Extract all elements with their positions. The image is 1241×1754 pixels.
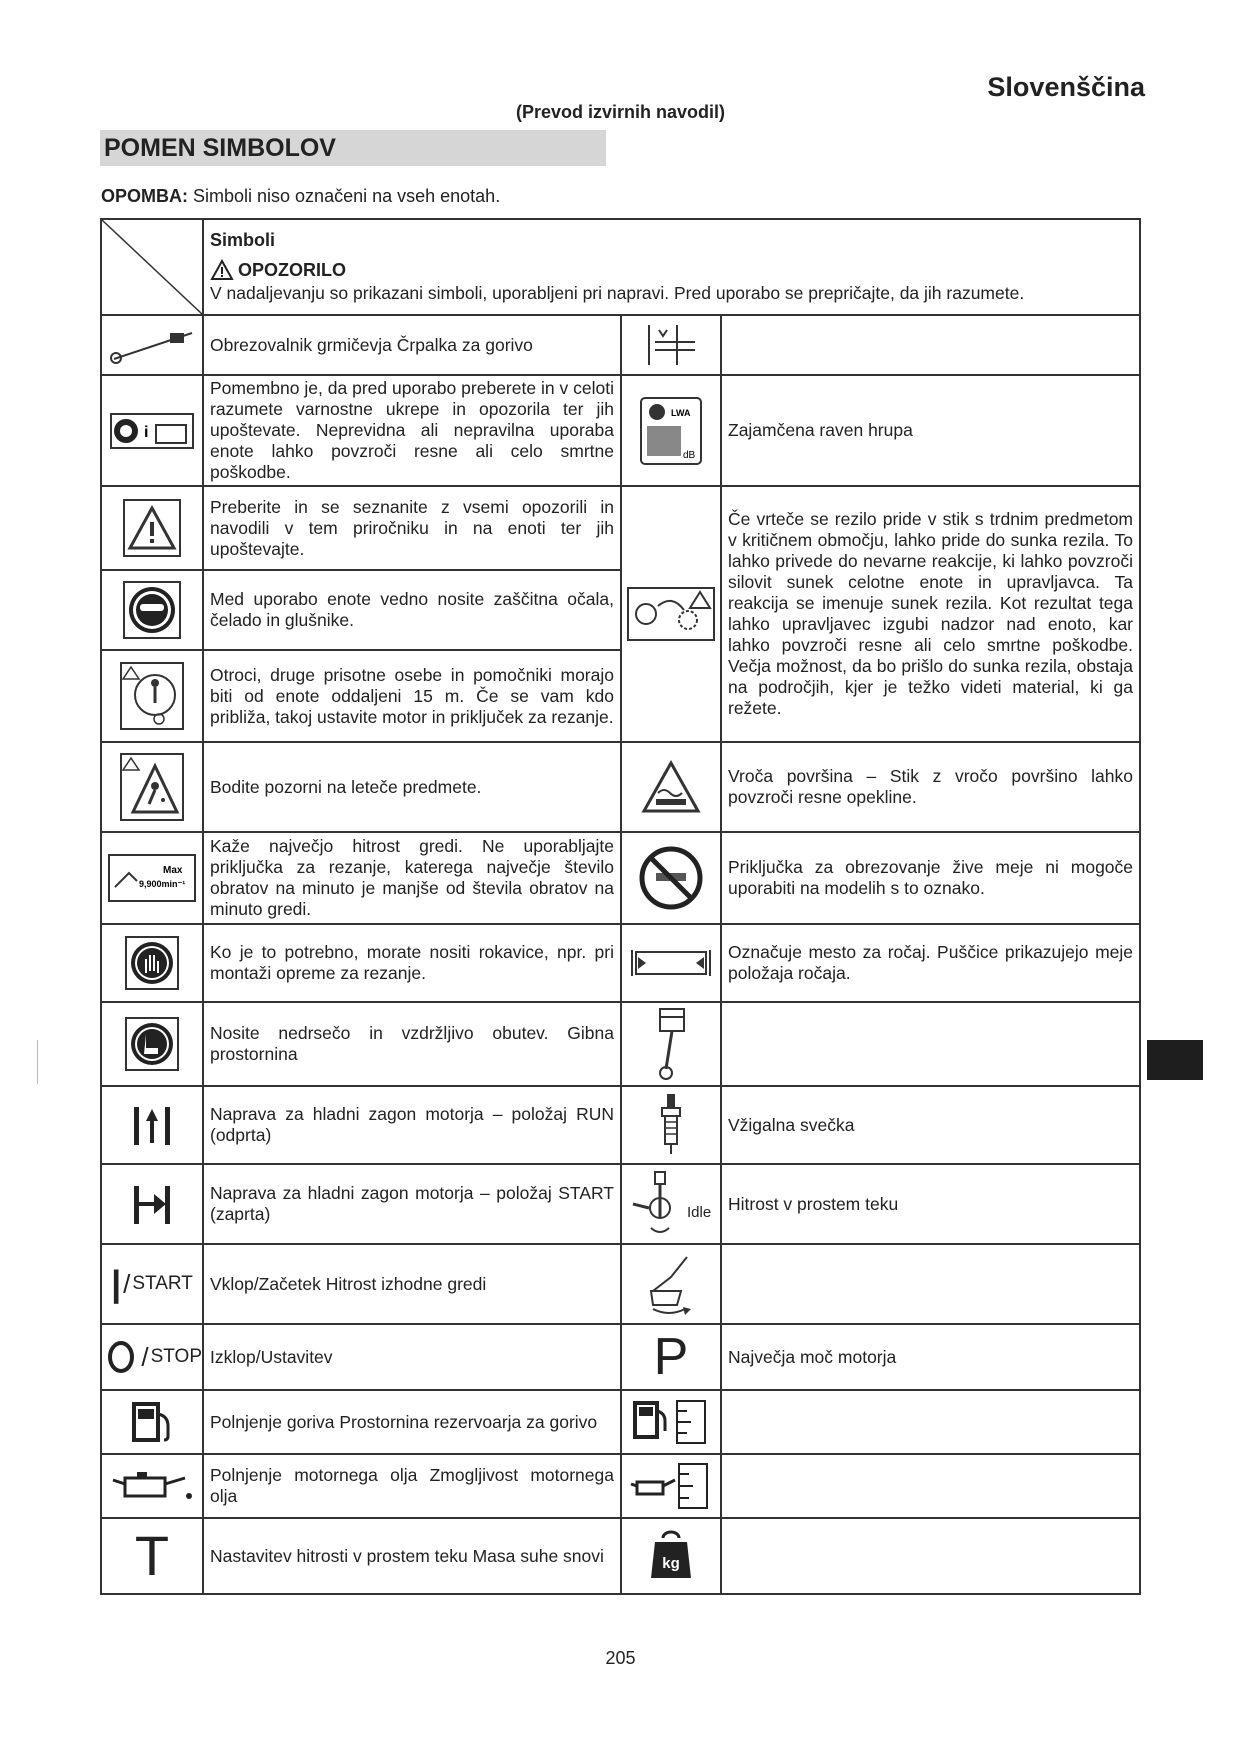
table-header-title: Simboli [210, 229, 276, 250]
table-row [101, 1454, 1140, 1518]
gloves-icon [124, 935, 180, 991]
section-title: POMEN SIMBOLOV [100, 130, 606, 166]
symbols-table [100, 218, 1141, 1595]
page-number: 205 [605, 1648, 636, 1668]
handle-position-icon [630, 948, 712, 978]
max-shaft-speed-icon [107, 853, 197, 903]
row-text-right: Hitrost v prostem teku [721, 1164, 1140, 1244]
svg-text:i: i [144, 423, 149, 441]
table-row [101, 486, 1140, 570]
slash-icon: / [123, 1269, 131, 1299]
row-text-right: Največja moč motorja [721, 1324, 1140, 1390]
idle-label: Idle [687, 1204, 712, 1221]
row-text: Bodite pozorni na leteče predmete. [203, 742, 621, 832]
read-manual-icon [110, 413, 194, 449]
fuel-pump-icon [641, 320, 701, 370]
oil-filling-icon [111, 1466, 193, 1506]
kg-label: kg [662, 1555, 680, 1572]
choke-run-icon [122, 1101, 182, 1149]
row-text-right: Označuje mesto za ročaj. Puščice prikazujejo meje položaja ročaja. [721, 924, 1140, 1002]
stop-label: STOP [150, 1345, 202, 1367]
displacement-icon [646, 1005, 696, 1083]
row-text: Nastavitev hitrosti v prostem teku Masa suhe snovi [203, 1518, 621, 1594]
off-stop-icon [102, 1340, 202, 1374]
on-bar-icon: | [111, 1263, 122, 1304]
bystander-distance-icon [119, 661, 185, 731]
row-text-right: Če vrteče se rezilo pride v stik s trdnim predmetom v kritičnem območju, lahko pride do sunka rezila. To lahko privede do nevarne reakcije, ki lahko povzroči silovit sunek celotne enote in upravljavca. Ta reakcija se imenuje sunek rezila. Kot rezultat tega lahko upravljavec izgubi nadzor nad enoto, kar lahko povzroči resne ali celo smrtne poškodbe. Večja možnost, da bo prišlo do sunka rezila, obstaja na področjih, kjer je težko videti material, ki ga režete. [721, 486, 1140, 742]
sound-level-icon [639, 396, 703, 466]
warning-triangle-icon [210, 259, 234, 281]
row-text: Ko je to potrebno, morate nositi rokavice, npr. pri montaži opreme za rezanje. [203, 924, 621, 1002]
row-text: Vklop/Začetek Hitrost izhodne gredi [203, 1244, 621, 1324]
row-text: Naprava za hladni zagon motorja – položaj RUN (odprta) [203, 1086, 621, 1164]
db-label: dB [683, 449, 696, 461]
warning-label: OPOZORILO [238, 259, 346, 280]
idle-adjust-icon: T [134, 1524, 170, 1587]
table-row [101, 1390, 1140, 1454]
max-power-icon: P [653, 1328, 689, 1386]
table-header-cell [203, 219, 1140, 315]
slash-icon: / [141, 1342, 149, 1372]
row-text-right [721, 1518, 1140, 1594]
table-row [101, 375, 1140, 486]
row-text-right: Zajamčena raven hrupa [721, 375, 1140, 486]
output-shaft-speed-icon [643, 1251, 699, 1317]
row-text-right [721, 1454, 1140, 1518]
margin-mark [37, 1040, 38, 1084]
row-text: Naprava za hladni zagon motorja – položaj START (zaprta) [203, 1164, 621, 1244]
table-row [101, 1164, 1140, 1244]
diagonal-line-icon [102, 220, 202, 314]
table-row [101, 1086, 1140, 1164]
table-row [101, 1518, 1140, 1594]
row-text: Izklop/Ustavitev [203, 1324, 621, 1390]
table-row [101, 1244, 1140, 1324]
protective-gear-icon [122, 580, 182, 640]
hot-surface-icon [640, 759, 702, 815]
table-row [101, 832, 1140, 924]
document-subtitle: (Prevod izvirnih navodil) [515, 102, 726, 122]
row-text-right: Priključka za obrezovanje žive meje ni mogoče uporabiti na modelih s to oznako. [721, 832, 1140, 924]
row-text-right [721, 315, 1140, 375]
warning-instructions-icon [122, 498, 182, 558]
row-text: Polnjenje goriva Prostornina rezervoarja za gorivo [203, 1390, 621, 1454]
fuel-tank-capacity-icon [631, 1397, 711, 1447]
rpm-label: 9,900min⁻¹ [139, 879, 186, 889]
off-circle-icon [107, 1340, 135, 1374]
row-text-right: Vroča površina – Stik z vročo površino lahko povzroči resne opekline. [721, 742, 1140, 832]
oil-capacity-icon [629, 1460, 713, 1512]
row-text: Pomembno je, da pred uporabo preberete in v celoti razumete varnostne ukrepe in opozorila ter jih upoštevate. Neprevidna ali nepravilna uporaba enote lahko povzroči resne ali celo smrtne poškodbe. [203, 375, 621, 486]
engine-crank-icon [627, 1168, 687, 1240]
table-header-row [101, 219, 1140, 315]
choke-start-icon [122, 1180, 182, 1228]
table-row [101, 1324, 1140, 1390]
safety-boots-icon [124, 1016, 180, 1072]
row-text: Otroci, druge prisotne osebe in pomočniki morajo biti od enote oddaljeni 15 m. Če se vam kdo približa, takoj ustavite motor in priključek za rezanje. [203, 650, 621, 742]
max-label: Max [163, 865, 183, 876]
table-row [101, 1002, 1140, 1086]
weight-kg-icon [649, 1530, 693, 1582]
note-label: OPOMBA: [101, 186, 188, 206]
chapter-tab [1147, 1040, 1203, 1080]
start-label: START [132, 1272, 193, 1294]
flying-objects-icon [119, 752, 185, 822]
idle-speed-icon [623, 1168, 719, 1240]
row-text: Polnjenje motornega olja Zmogljivost motornega olja [203, 1454, 621, 1518]
no-hedge-trimmer-icon [638, 845, 704, 911]
row-text-right [721, 1390, 1140, 1454]
brush-cutter-icon [104, 325, 200, 365]
language-label: Slovenščina [987, 72, 1145, 102]
lwa-label: LWA [671, 407, 691, 418]
row-text-right: Vžigalna svečka [721, 1086, 1140, 1164]
row-text-right [721, 1244, 1140, 1324]
row-text: Obrezovalnik grmičevja Črpalka za gorivo [203, 315, 621, 375]
row-text: Med uporabo enote vedno nosite zaščitna očala, čelado in glušnike. [203, 570, 621, 650]
table-row [101, 315, 1140, 375]
header-diagonal-cell [101, 219, 203, 315]
row-text: Nosite nedrsečo in vzdržljivo obutev. Gibna prostornina [203, 1002, 621, 1086]
spark-plug-icon [656, 1092, 686, 1158]
on-start-icon [102, 1263, 202, 1304]
row-text-right [721, 1002, 1140, 1086]
row-text: Preberite in se seznanite z vsemi opozorili in navodili v tem priročniku in na enoti ter jih upoštevajte. [203, 486, 621, 570]
table-row [101, 742, 1140, 832]
note-text: Simboli niso označeni na vseh enotah. [188, 186, 501, 206]
row-text: Kaže največjo hitrost gredi. Ne uporabljajte priključka za rezanje, katerega največje število obratov na minuto je manjše od števila obratov na minuto gredi. [203, 832, 621, 924]
note [101, 186, 500, 207]
table-header-description: V nadaljevanju so prikazani simboli, uporabljeni pri napravi. Pred uporabo se prepričajte, da jih razumete. [210, 283, 1025, 304]
fuel-filling-icon [130, 1400, 174, 1444]
warning-heading [210, 259, 1133, 281]
table-row [101, 924, 1140, 1002]
kickback-icon [626, 586, 716, 642]
